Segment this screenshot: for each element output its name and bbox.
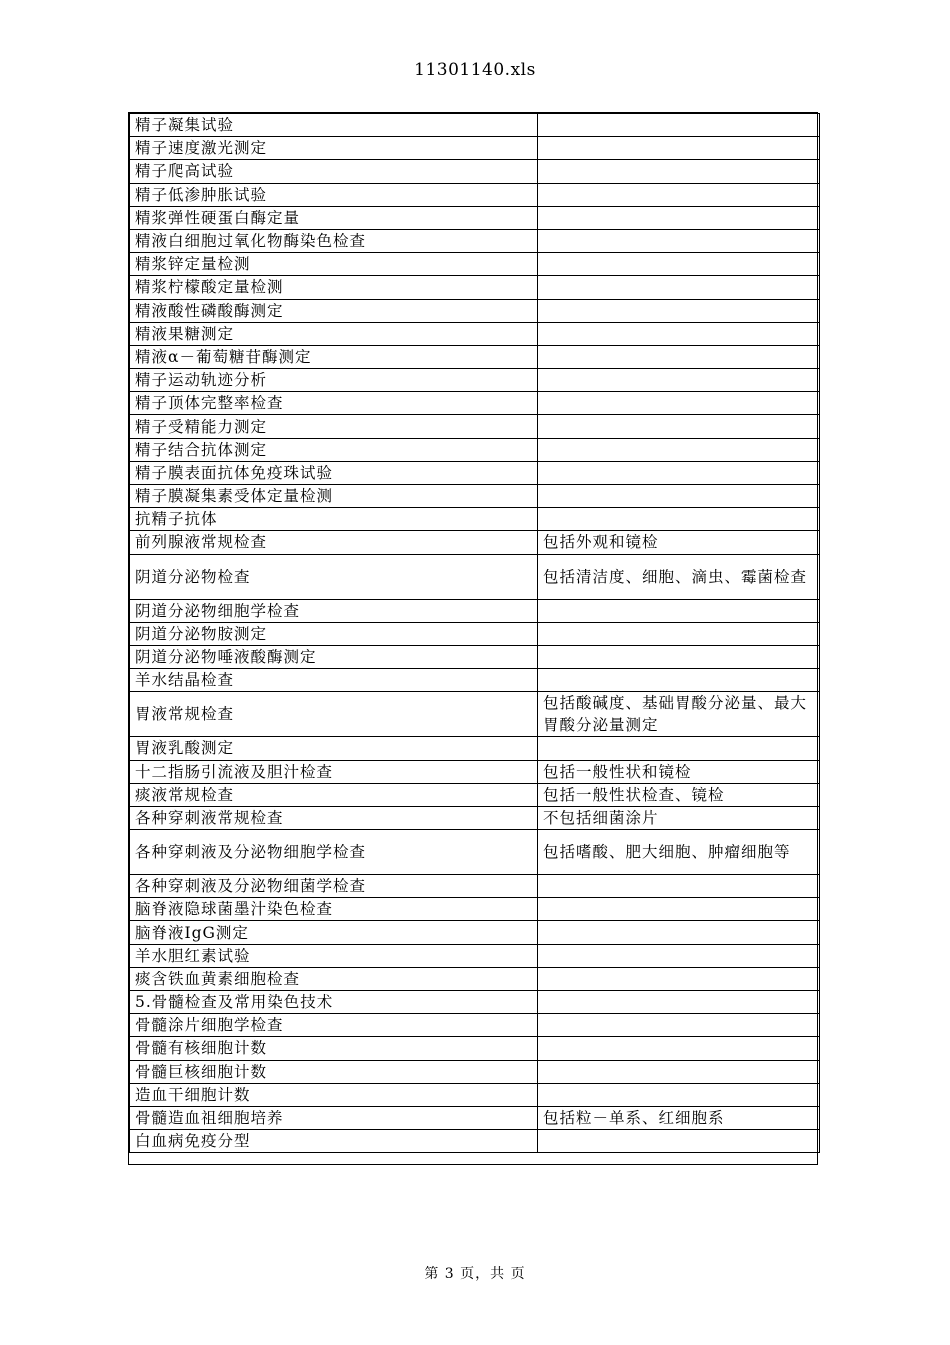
item-name-cell: 骨髓有核细胞计数 — [130, 1037, 538, 1060]
item-note-cell — [538, 183, 820, 206]
item-note-cell — [538, 1014, 820, 1037]
item-note-cell — [538, 508, 820, 531]
table-row — [130, 760, 820, 783]
table-row — [130, 645, 820, 668]
table-row — [130, 485, 820, 508]
table-row — [130, 1083, 820, 1106]
item-note-cell — [538, 461, 820, 484]
table-row — [130, 599, 820, 622]
item-note-cell — [538, 345, 820, 368]
table-row — [130, 461, 820, 484]
item-name-cell: 5.骨髓检查及常用染色技术 — [130, 991, 538, 1014]
item-note-cell — [538, 921, 820, 944]
item-name-cell: 胃液常规检查 — [130, 692, 538, 737]
table-row — [130, 299, 820, 322]
table-row — [130, 183, 820, 206]
item-note-cell — [538, 415, 820, 438]
table-row — [130, 921, 820, 944]
table-row — [130, 692, 820, 737]
item-name-cell: 精液白细胞过氧化物酶染色检查 — [130, 229, 538, 252]
item-note-cell — [538, 299, 820, 322]
item-name-cell: 精子结合抗体测定 — [130, 438, 538, 461]
item-name-cell: 痰液常规检查 — [130, 783, 538, 806]
item-name-cell: 胃液乳酸测定 — [130, 737, 538, 760]
table-row — [130, 438, 820, 461]
item-name-cell: 抗精子抗体 — [130, 508, 538, 531]
table-row — [130, 369, 820, 392]
item-name-cell: 精液果糖测定 — [130, 322, 538, 345]
item-name-cell: 十二指肠引流液及胆汁检查 — [130, 760, 538, 783]
item-note-cell — [538, 645, 820, 668]
table-row — [130, 345, 820, 368]
table-row — [130, 415, 820, 438]
item-note-cell — [538, 1060, 820, 1083]
table-row — [130, 1037, 820, 1060]
item-name-cell: 阴道分泌物检查 — [130, 554, 538, 599]
item-note-cell — [538, 622, 820, 645]
item-name-cell: 精浆弹性硬蛋白酶定量 — [130, 206, 538, 229]
table-row — [130, 898, 820, 921]
item-name-cell: 白血病免疫分型 — [130, 1130, 538, 1153]
item-note-cell — [538, 160, 820, 183]
item-note-cell — [538, 737, 820, 760]
table-row — [130, 114, 820, 137]
item-note-cell — [538, 369, 820, 392]
item-note-cell — [538, 1083, 820, 1106]
item-name-cell: 精子速度激光测定 — [130, 137, 538, 160]
item-note-cell — [538, 944, 820, 967]
item-name-cell: 各种穿刺液及分泌物细胞学检查 — [130, 830, 538, 875]
table-row — [130, 1014, 820, 1037]
item-name-cell: 精液α－葡萄糖苷酶测定 — [130, 345, 538, 368]
table-row — [130, 991, 820, 1014]
table-row — [130, 1060, 820, 1083]
table-row — [130, 253, 820, 276]
item-note-cell — [538, 276, 820, 299]
item-note-cell: 包括一般性状和镜检 — [538, 760, 820, 783]
item-note-cell: 包括外观和镜检 — [538, 531, 820, 554]
table-row — [130, 160, 820, 183]
table-row — [130, 783, 820, 806]
table-row — [130, 622, 820, 645]
table-row — [130, 830, 820, 875]
table-body — [130, 114, 820, 1153]
item-note-cell — [538, 392, 820, 415]
page-footer: 第 3 页，共 页 — [424, 1266, 526, 1282]
item-name-cell: 脑脊液隐球菌墨汁染色检查 — [130, 898, 538, 921]
item-note-cell — [538, 114, 820, 137]
item-name-cell: 精子凝集试验 — [130, 114, 538, 137]
item-note-cell: 包括一般性状检查、镜检 — [538, 783, 820, 806]
item-name-cell: 骨髓巨核细胞计数 — [130, 1060, 538, 1083]
item-note-cell — [538, 137, 820, 160]
item-name-cell: 前列腺液常规检查 — [130, 531, 538, 554]
item-name-cell: 精子膜凝集素受体定量检测 — [130, 485, 538, 508]
table-row — [130, 944, 820, 967]
item-name-cell: 阴道分泌物唾液酸酶测定 — [130, 645, 538, 668]
item-note-cell — [538, 485, 820, 508]
table-row — [130, 531, 820, 554]
item-note-cell — [538, 875, 820, 898]
item-name-cell: 各种穿刺液常规检查 — [130, 806, 538, 829]
item-note-cell — [538, 669, 820, 692]
item-name-cell: 脑脊液IgG测定 — [130, 921, 538, 944]
item-name-cell: 精浆锌定量检测 — [130, 253, 538, 276]
table-row — [130, 276, 820, 299]
item-name-cell: 精子受精能力测定 — [130, 415, 538, 438]
item-name-cell: 痰含铁血黄素细胞检查 — [130, 967, 538, 990]
item-note-cell — [538, 438, 820, 461]
item-note-cell — [538, 898, 820, 921]
table-row — [130, 554, 820, 599]
item-name-cell: 骨髓造血祖细胞培养 — [130, 1106, 538, 1129]
table-row — [130, 875, 820, 898]
table-row — [130, 737, 820, 760]
item-note-cell — [538, 599, 820, 622]
document-title: 11301140.xls — [414, 60, 536, 80]
item-name-cell: 各种穿刺液及分泌物细菌学检查 — [130, 875, 538, 898]
item-name-cell: 精子低渗肿胀试验 — [130, 183, 538, 206]
item-note-cell: 包括嗜酸、肥大细胞、肿瘤细胞等 — [538, 830, 820, 875]
item-note-cell: 包括清洁度、细胞、滴虫、霉菌检查 — [538, 554, 820, 599]
item-note-cell — [538, 206, 820, 229]
table-row — [130, 392, 820, 415]
table-row — [130, 1106, 820, 1129]
item-name-cell: 阴道分泌物细胞学检查 — [130, 599, 538, 622]
item-note-cell: 包括酸碱度、基础胃酸分泌量、最大胃酸分泌量测定 — [538, 692, 820, 737]
item-note-cell — [538, 229, 820, 252]
item-note-cell — [538, 1130, 820, 1153]
table-row — [130, 229, 820, 252]
item-name-cell: 精液酸性磷酸酶测定 — [130, 299, 538, 322]
table-row — [130, 806, 820, 829]
item-name-cell: 精子膜表面抗体免疫珠试验 — [130, 461, 538, 484]
item-note-cell — [538, 253, 820, 276]
item-note-cell — [538, 322, 820, 345]
item-note-cell — [538, 1037, 820, 1060]
item-note-cell — [538, 967, 820, 990]
item-name-cell: 精子运动轨迹分析 — [130, 369, 538, 392]
table-row — [130, 669, 820, 692]
table-row — [130, 206, 820, 229]
item-note-cell: 包括粒－单系、红细胞系 — [538, 1106, 820, 1129]
item-name-cell: 骨髓涂片细胞学检查 — [130, 1014, 538, 1037]
item-name-cell: 精子顶体完整率检查 — [130, 392, 538, 415]
item-name-cell: 羊水结晶检查 — [130, 669, 538, 692]
item-name-cell: 羊水胆红素试验 — [130, 944, 538, 967]
item-name-cell: 精浆柠檬酸定量检测 — [130, 276, 538, 299]
table-row — [130, 967, 820, 990]
item-note-cell: 不包括细菌涂片 — [538, 806, 820, 829]
item-name-cell: 造血干细胞计数 — [130, 1083, 538, 1106]
item-note-cell — [538, 991, 820, 1014]
table-row — [130, 508, 820, 531]
table-row — [130, 1130, 820, 1153]
table-row — [130, 322, 820, 345]
table-row — [130, 137, 820, 160]
item-table — [129, 113, 820, 1153]
item-name-cell: 阴道分泌物胺测定 — [130, 622, 538, 645]
item-name-cell: 精子爬高试验 — [130, 160, 538, 183]
